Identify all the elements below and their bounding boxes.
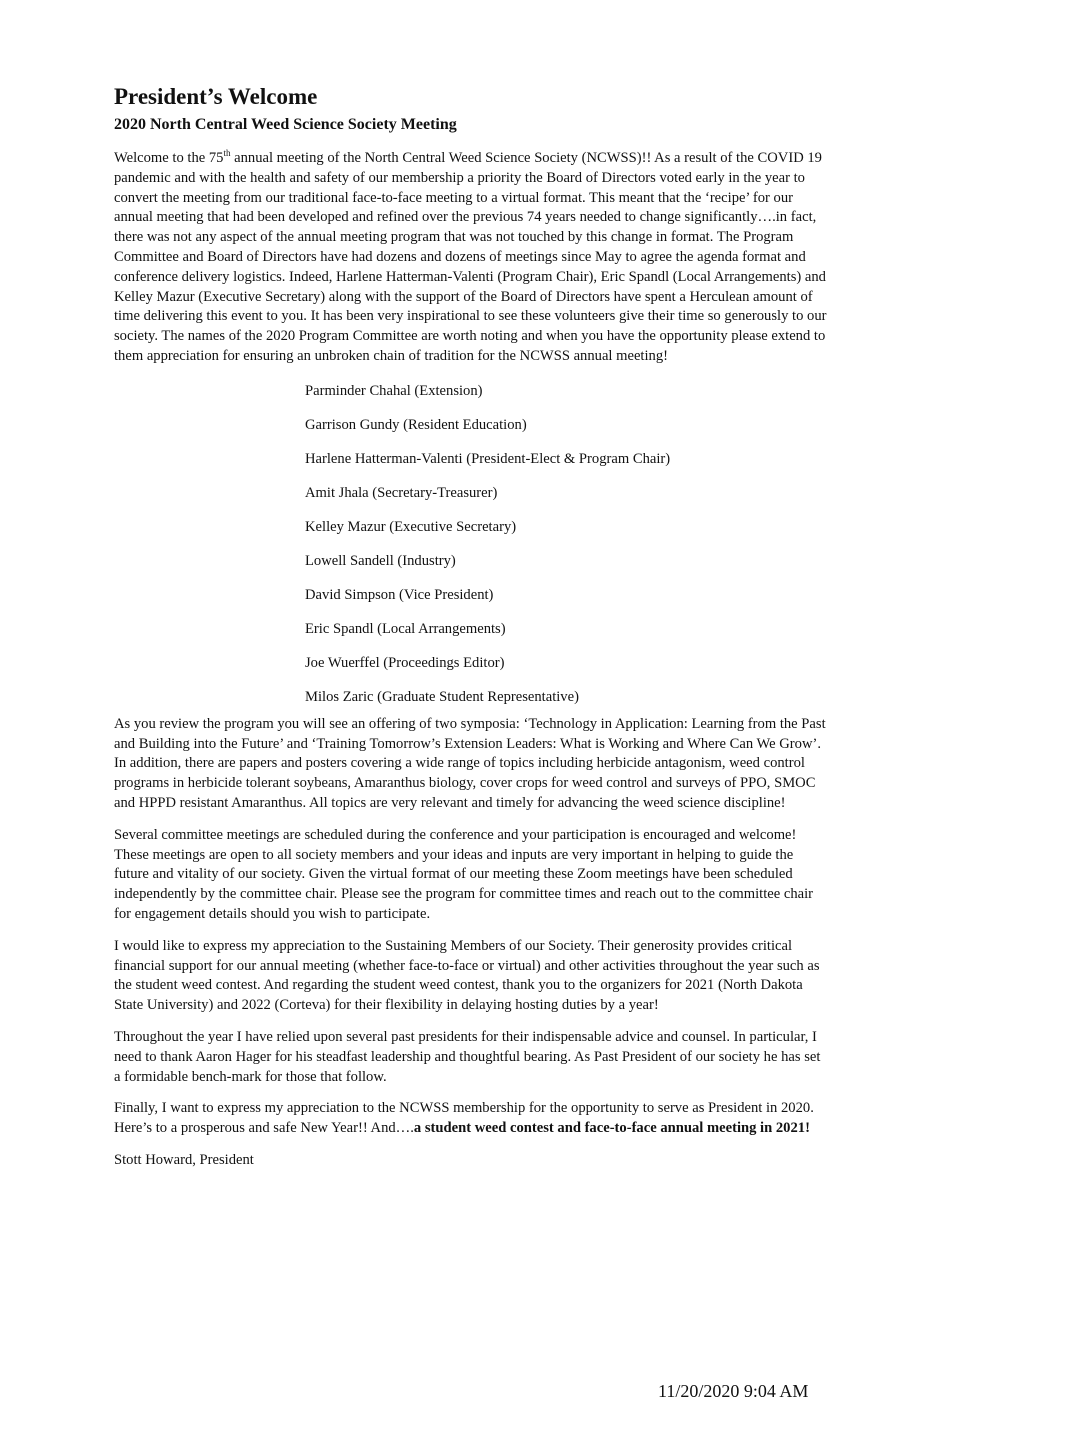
intro-text-start: Welcome to the 75 <box>114 150 224 166</box>
sustaining-members-paragraph: I would like to express my appreciation to the Sustaining Members of our Society. Their generosity provides critical financial support for our annual meeting (whether face-to-face or virtual) and other activities throughout the year such as the student weed contest. And regarding the student weed contest, thank you to the organizers for 2021 (North Dakota State University) and 2022 (Corteva) for their flexibility in delaying hosting duties by a year! <box>114 937 820 1014</box>
committee-member: Eric Spandl (Local Arrangements) <box>305 620 506 637</box>
committee-member: David Simpson (Vice President) <box>305 586 494 603</box>
closing-text: Finally, I want to express my appreciation to the NCWSS membership for the opportunity to serve as President in 2020. Here’s to a prosperous and safe New Year!! And…. <box>114 1100 814 1137</box>
closing-paragraph <box>114 1099 830 1139</box>
signature: Stott Howard, President <box>114 1151 254 1168</box>
page-subtitle: 2020 North Central Weed Science Society Meeting <box>114 116 457 133</box>
committee-member: Amit Jhala (Secretary-Treasurer) <box>305 484 498 501</box>
committee-member: Kelley Mazur (Executive Secretary) <box>305 518 517 535</box>
intro-text-rest: annual meeting of the North Central Weed Science Society (NCWSS)!! As a result of the COVID 19 pandemic and with the health and safety of our membership a priority the Board of Directors voted early in the year to convert the meeting from our traditional face-to-face meeting to a virtual format. This meant that the ‘recipe’ for our annual meeting that had been developed and refined over the previous 74 years needed to change significantly….in fact, there was not any aspect of the annual meeting program that was not touched by this change in format. The Program Committee and Board of Directors have had dozens and dozens of meetings since May to agree the agenda format and conference delivery logistics. Indeed, Harlene Hatterman-Valenti (Program Chair), Eric Spandl (Local Arrangements) and Kelley Mazur (Executive Secretary) along with the support of the Board of Directors have spent a Herculean amount of time delivering this event to you. It has been very inspirational to see these volunteers give their time so generously to our society. The names of the 2020 Program Committee are worth noting and when you have the opportunity please extend to them appreciation for ensuring an unbroken chain of tradition for the NCWSS annual meeting! <box>114 150 827 364</box>
committee-member: Harlene Hatterman-Valenti (President-Elect & Program Chair) <box>305 450 671 467</box>
footer-timestamp: 11/20/2020 9:04 AM <box>658 1381 809 1401</box>
committee-member: Lowell Sandell (Industry) <box>305 552 456 569</box>
intro-superscript: th <box>223 148 231 159</box>
intro-paragraph <box>114 149 830 367</box>
program-committee-list <box>305 381 830 721</box>
committee-member: Milos Zaric (Graduate Student Representative) <box>305 688 579 705</box>
committee-meetings-paragraph: Several committee meetings are scheduled during the conference and your participation is encouraged and welcome! These meetings are open to all society members and your ideas and inputs are very important in helping to guide the future and vitality of our society. Given the virtual format of our meeting these Zoom meetings have been scheduled independently by the committee chair. Please see the program for committee times and reach out to the committee chair for engagement details should you wish to participate. <box>114 826 814 922</box>
committee-member: Parminder Chahal (Extension) <box>305 382 483 399</box>
symposia-paragraph: As you review the program you will see an offering of two symposia: ‘Technology in Application: Learning from the Past and Building into the Future’ and ‘Training Tomorrow’s Extension Leaders: What is Working and Where Can We Grow’. In addition, there are papers and posters covering a wide range of topics including herbicide antagonism, weed control programs in herbicide tolerant soybeans, Amaranthus biology, cover crops for weed control and surveys of PPO, SMOC and HPPD resistant Amaranthus. All topics are very relevant and timely for advancing the weed science discipline! <box>114 715 826 811</box>
committee-member: Joe Wuerffel (Proceedings Editor) <box>305 654 505 671</box>
closing-bold-text: a student weed contest and face-to-face annual meeting in 2021! <box>413 1120 810 1137</box>
document-page <box>114 84 830 1171</box>
page-title: President’s Welcome <box>114 84 318 109</box>
committee-member: Garrison Gundy (Resident Education) <box>305 416 527 433</box>
past-presidents-paragraph: Throughout the year I have relied upon several past presidents for their indispensable advice and counsel. In particular, I need to thank Aaron Hager for his steadfast leadership and thoughtful bearing. As Past President of our society he has set a formidable bench-mark for those that follow. <box>114 1028 821 1085</box>
